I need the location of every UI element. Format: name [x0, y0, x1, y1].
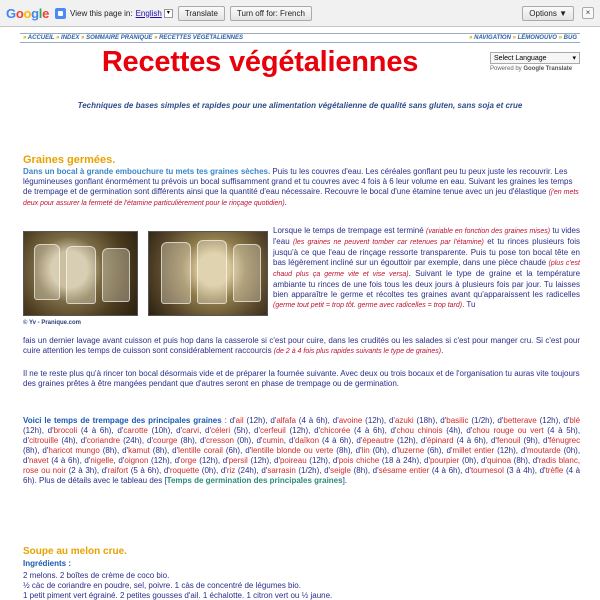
powered-by-label: Powered by [490, 66, 522, 72]
site-nav [20, 33, 580, 43]
nav-separator: » [56, 35, 62, 41]
nav-link[interactable]: INDEX [61, 35, 82, 41]
nav-separator: » [558, 35, 564, 41]
seed-link[interactable]: nigelle [90, 456, 114, 465]
intro-bold: Dans un bocal à grande embouchure tu mets tes graines sèches. [23, 167, 271, 176]
seed-link[interactable]: pois chiche [338, 456, 380, 465]
seed-link[interactable]: millet entier [452, 446, 495, 455]
ingredient-line: ½ càc de coriandre en poudre, sel, poivre. 1 càs de concentré de légumes bio. [23, 581, 301, 590]
seed-link[interactable]: blé [569, 416, 581, 425]
seed-link[interactable]: alfafa [276, 416, 296, 425]
chevron-down-icon[interactable]: ▾ [164, 9, 173, 18]
seed-link[interactable]: riz [226, 466, 236, 475]
seed-link[interactable]: citrouille [28, 436, 59, 445]
seed-link[interactable]: courge [153, 436, 178, 445]
soak-end: Plus de détails avec le tableau des [ [39, 476, 167, 485]
text: et tu rinces plusieurs fois jusqu'à ce que l'eau de rinçage ressorte transparente. Puis tu pose ton bocal tête en bas légèrement incliné sur un égouttoir par exemple, dans une pièce chaude [273, 237, 580, 267]
seed-link[interactable]: carotte [123, 426, 148, 435]
intro-text: Puis tu les couvres d'eau. Les céréales gonflant peu tu peux juste les recouvrir. Les légumineuses gonflant énormément tu prévois un bocal suffisamment grand et tu couvres avec 4 fois à 6 leur volume en eau. Suivant les graines les temps de trempage et de germination sont différents ainsi que la quantité d'eau nécessaire. Recouvre le bocal d'une étamine tenue avec un jeu d'élastique [23, 167, 573, 196]
options-button[interactable]: Options ▼ [522, 6, 574, 21]
intro-note: (j'en mets deux pour assurer la fermeté de l'étamine particulièrement pour le rinçage quotidien) [23, 189, 579, 207]
nav-link[interactable]: ACCUEIL [27, 35, 57, 41]
nav-right [469, 35, 577, 41]
seed-link[interactable]: lentille blonde ou verte [251, 446, 334, 455]
jars-photo [23, 231, 138, 316]
seed-link[interactable]: épeautre [362, 436, 394, 445]
seed-link[interactable]: avoine [338, 416, 363, 425]
page-title: Recettes végétaliennes [101, 46, 419, 78]
powered-by [490, 66, 572, 72]
seed-link[interactable]: carvi [182, 426, 200, 435]
photo-credit: © Yv - Pranique.com [23, 320, 81, 326]
ingredients-list [23, 571, 580, 600]
language-link[interactable]: English [135, 8, 162, 18]
translate-bar [0, 0, 600, 27]
seed-link[interactable]: luzerne [397, 446, 425, 455]
chevron-down-icon: ▾ [572, 55, 576, 62]
soak-paragraph [273, 226, 580, 311]
nav-link[interactable]: LÉMONOUVO [517, 35, 559, 41]
seed-link[interactable]: radis blanc, rose ou noir [23, 456, 581, 475]
intro-paragraph [23, 167, 580, 209]
ingredients-label: Ingrédients : [23, 559, 72, 568]
seed-link[interactable]: sarrasin [267, 466, 296, 475]
jar-shape [34, 244, 60, 300]
nav-link[interactable]: BUG [563, 35, 577, 41]
seed-link[interactable]: daïkon [295, 436, 320, 445]
seed-link[interactable]: trèfle [545, 466, 564, 475]
seed-link[interactable]: quinoa [487, 456, 512, 465]
seed-link[interactable]: chou rouge ou vert [472, 426, 544, 435]
nav-separator: » [154, 35, 160, 41]
nav-separator: » [512, 35, 518, 41]
translate-icon [55, 8, 66, 19]
nav-left [23, 35, 243, 41]
powered-by-brand[interactable]: Google Translate [523, 66, 573, 72]
ingredient-line: 1 petit piment vert égrainé. 2 petites gousses d'ail. 1 échalotte. 1 citron vert ou ½ jaune. [23, 591, 333, 600]
text: fais un dernier lavage avant cuisson et puis hop dans la casserole si c'est pour cuire, dans les crudités ou les salades si c'est pour manger cru. Si c'est pour cuire attention les temps de cuisson sont considérablement raccourcis [23, 336, 580, 355]
soak-heading: Voici le temps de trempage des principales graines [23, 416, 222, 425]
text: . Suivant le type de graine et la température ambiante tu rinces de une fois tous les deux jours à plusieurs fois par jour. Tu laisses bien apparaître le germe et récoltes tes graines avant qu'apparaissent les radicelles [273, 269, 581, 299]
seed-link[interactable]: ail [235, 416, 244, 425]
seed-link[interactable]: cumin [262, 436, 284, 445]
text: tu vides l'eau [273, 226, 580, 246]
nav-link[interactable]: RECETTES VÉGÉTALIENNES [159, 35, 243, 41]
seed-link[interactable]: haricot mungo [48, 446, 100, 455]
nav-separator: » [81, 35, 87, 41]
text: . [441, 346, 444, 355]
note: (plus c'est chaud plus ça germe vite et vise versa) [273, 260, 580, 278]
seed-link[interactable]: lentille corail [178, 446, 223, 455]
close-icon[interactable]: × [582, 7, 594, 19]
language-select[interactable] [490, 52, 580, 64]
note: (variable en fonction des graines mises) [426, 228, 551, 235]
seed-link[interactable]: poireau [279, 456, 307, 465]
seed-link[interactable]: tournesol [470, 466, 504, 475]
seed-link[interactable]: azuki [394, 416, 414, 425]
seed-link[interactable]: cresson [205, 436, 234, 445]
text: Lorsque le temps de trempage est terminé [273, 226, 426, 235]
seed-link[interactable]: céleri [210, 426, 231, 435]
jar-shape [197, 240, 227, 304]
seed-link[interactable]: seigle [330, 466, 351, 475]
intro-end: . [284, 198, 287, 207]
jar-shape [66, 246, 96, 304]
seed-link[interactable]: moutarde [526, 446, 561, 455]
seed-link[interactable]: chicorée [320, 426, 351, 435]
seed-link[interactable]: basilic [446, 416, 469, 425]
soak-close: ]. [342, 476, 348, 485]
sprouts-photo [148, 231, 268, 316]
soak-list: d'ail (12h), d'alfafa (4 à 6h), d'avoine (12h), d'azuki (18h), d'basilic (1/2h), d'betterave (12h), d'blé (12h), d'brocoli (4 à 6h), d'carotte (10h), d'carvi, d'céleri (5h), d'cerfeuil (12h), d'chicorée (4 à 6h), d'chou chinois (4h), d'chou rouge ou vert (4 à 5h), d'citrouille (4h), d'coriandre (24h), d'courge (8h), d'cresson (0h), d'cumin, d'daïkon (4 à 6h), d'épeautre (12h), d'épinard (4 à 6h), d'fenouil (9h), d'fénugrec (8h), d'haricot mungo (8h), d'kamut (8h), d'lentille corail (6h), d'lentille blonde ou verte (8h), d'lin (0h), d'luzerne (6h), d'millet entier (12h), d'moutarde (0h), d'navet (4 à 6h), d'nigelle, d'oignon (12h), d'orge (12h), d'persil (12h), d'poireau (12h), d'pois chiche (18 à 24h), d'pourpier (0h), d'quinoa (8h), d'radis blanc, rose ou noir (2 à 3h), d'raifort (5 à 6h), d'roquette (0h), d'riz (24h), d'sarrasin (1/2h), d'seigle (8h), d'sésame entier (4 à 6h), d'tournesol (3 à 4h), d'trèfle (4 à 6h). [23, 416, 581, 485]
note: (les graines ne peuvent tomber car retenues par l'étamine) [293, 239, 484, 246]
rinse-paragraph: Il ne te reste plus qu'à rincer ton bocal désormais vide et de préparer la fournée suivante. Avec deux ou trois bocaux et de l'organisation tu auras vite toujours des graines prêtes à être mangées pendant que d'autres seront en phase de trempage ou de germination. [23, 369, 580, 388]
seed-link[interactable]: persil [228, 456, 248, 465]
seed-link[interactable]: cerfeuil [259, 426, 286, 435]
text: . Tu [462, 300, 476, 309]
seed-link[interactable]: fenouil [496, 436, 521, 445]
note: (de 2 à 4 fois plus rapides suivants le type de graines) [273, 348, 442, 355]
note: (germe tout petit = trop tôt. germe avec radicelles = trop tard) [273, 302, 463, 309]
seed-link[interactable]: roquette [169, 466, 200, 475]
seed-link[interactable]: pourpier [429, 456, 460, 465]
ingredient-line: 2 melons. 2 boîtes de crème de coco bio. [23, 571, 170, 580]
seed-link[interactable]: orge [180, 456, 197, 465]
seed-link[interactable]: lin [361, 446, 370, 455]
nav-link[interactable]: SOMMAIRE PRANIQUE [86, 35, 155, 41]
nav-separator: » [469, 35, 475, 41]
seed-link[interactable]: betterave [503, 416, 537, 425]
seed-link[interactable]: brocoli [53, 426, 78, 435]
seed-link[interactable]: oignon [124, 456, 149, 465]
seed-link[interactable]: navet [28, 456, 49, 465]
seed-link[interactable]: fénugrec [549, 436, 581, 445]
translate-button[interactable]: Translate [178, 6, 225, 21]
turn-off-button[interactable]: Turn off for: French [230, 6, 312, 21]
seed-link[interactable]: sésame entier [378, 466, 430, 475]
cooking-paragraph [23, 336, 580, 357]
google-logo: Google [6, 5, 50, 21]
section-heading-graines: Graines germées. [23, 154, 116, 166]
seed-link[interactable]: chou chinois [396, 426, 443, 435]
seed-link[interactable]: kamut [128, 446, 150, 455]
jar-shape [102, 248, 130, 302]
page-subtitle: Techniques de bases simples et rapides pour une alimentation végétalienne de qualité sans gluten, sans soja et crue [77, 101, 523, 110]
section-heading-soupe: Soupe au melon crue. [23, 546, 127, 557]
germination-table-link[interactable]: Temps de germination des principales graines [166, 476, 343, 485]
seed-link[interactable]: raifort [107, 466, 129, 475]
view-page-label: View this page in: [70, 8, 133, 18]
seed-link[interactable]: coriandre [86, 436, 121, 445]
seed-link[interactable]: épinard [426, 436, 454, 445]
nav-link[interactable]: NAVIGATION [474, 35, 513, 41]
jar-shape [161, 242, 191, 304]
language-select-label: Select Language [494, 54, 547, 62]
soak-times-paragraph: Voici le temps de trempage des principales graines : d'ail (12h), d'alfafa (4 à 6h), d'avoine (12h), d'azuki (18h), d'basilic (1/2h), d'betterave (12h), d'blé (12h), d'brocoli (4 à 6h), d'carotte (10h), d'carvi, d'céleri (5h), d'cerfeuil (12h), d'chicorée (4 à 6h), d'chou chinois (4h), d'chou rouge ou vert (4 à 5h), d'citrouille (4h), d'coriandre (24h), d'courge (8h), d'cresson (0h), d'cumin, d'daïkon (4 à 6h), d'épeautre (12h), d'épinard (4 à 6h), d'fenouil (9h), d'fénugrec (8h), d'haricot mungo (8h), d'kamut (8h), d'lentille corail (6h), d'lentille blonde ou verte (8h), d'lin (0h), d'luzerne (6h), d'millet entier (12h), d'moutarde (0h), d'navet (4 à 6h), d'nigelle, d'oignon (12h), d'orge (12h), d'persil (12h), d'poireau (12h), d'pois chiche (18 à 24h), d'pourpier (0h), d'quinoa (8h), d'radis blanc, rose ou noir (2 à 3h), d'raifort (5 à 6h), d'roquette (0h), d'riz (24h), d'sarrasin (1/2h), d'seigle (8h), d'sésame entier (4 à 6h), d'tournesol (3 à 4h), d'trèfle (4 à 6h). Plus de détails avec le tableau des [Temps de germination des principales graines]. [23, 416, 581, 485]
jar-shape [233, 244, 261, 302]
nav-separator: » [23, 35, 28, 41]
